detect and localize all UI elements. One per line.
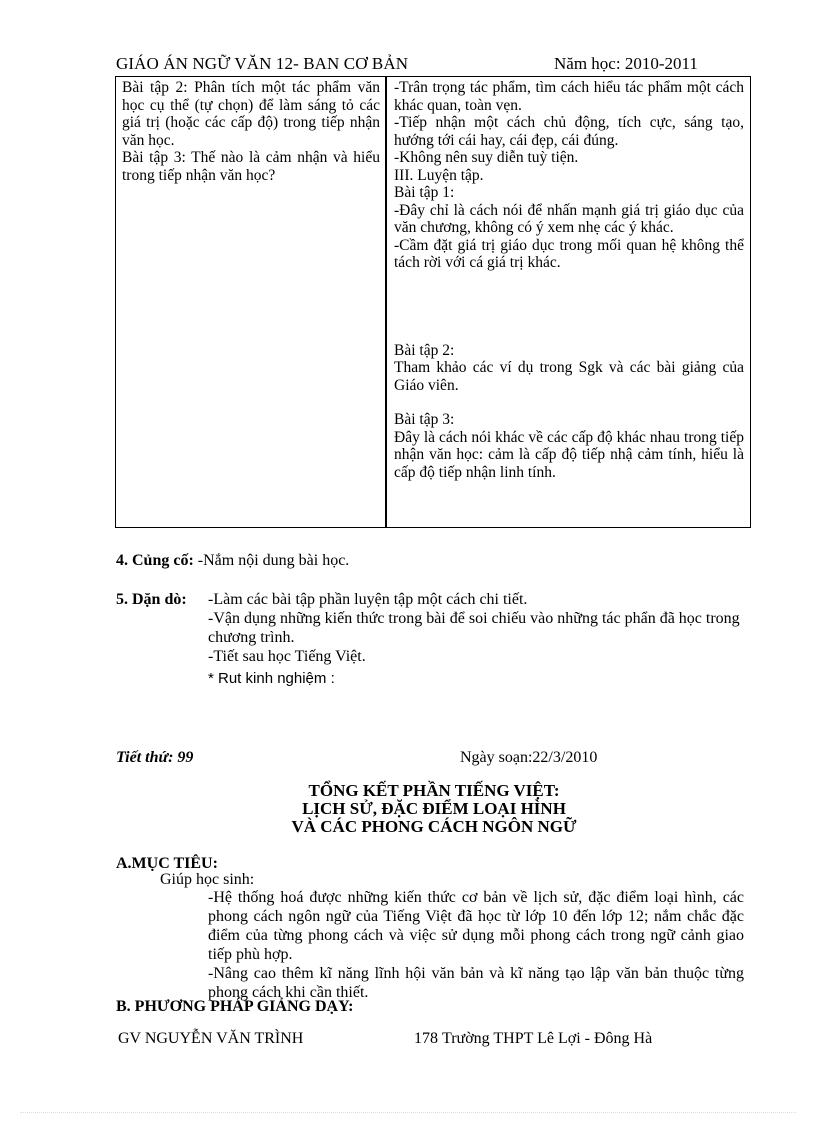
dan-do-line: -Vận dụng những kiến thức trong bài để soi chiếu vào những tác phẩn đã học trong chương trình. (208, 610, 740, 646)
dan-do-line: -Tiết sau học Tiếng Việt. (208, 648, 366, 665)
footer-teacher: GV NGUYỄN VĂN TRÌNH (118, 1030, 304, 1047)
right-cell-line: Đây là cách nói khác về các cấp độ khác nhau trong tiếp nhận văn học: cảm là cấp độ tiếp nhậ cảm tính, hiểu là cấp độ tiếp nhận linh tính. (394, 428, 744, 481)
left-cell-line: Bài tập 3: Thế nào là cảm nhận và hiểu trong tiếp nhận văn học? (122, 149, 380, 184)
right-cell-line: Bài tập 2: (394, 341, 455, 359)
school-year: Năm học: 2010-2011 (554, 54, 698, 73)
right-cell-line: -Tiếp nhận một cách chủ động, tích cực, sáng tạo, hướng tới cái hay, cái đẹp, cái đúng. (394, 114, 744, 149)
lesson-title-line1: TỔNG KẾT PHẦN TIẾNG VIỆT: (308, 781, 560, 800)
cung-co-text: -Nắm nội dung bài học. (197, 552, 350, 569)
footer-page-number: 178 (414, 1030, 438, 1047)
header-title: GIÁO ÁN NGỮ VĂN 12- BAN CƠ BẢN (116, 54, 409, 73)
dan-do-content (208, 590, 748, 688)
muc-tieu-heading: A.MỤC TIÊU: (116, 855, 218, 872)
rut-kinh-nghiem: * Rut kinh nghiệm : (208, 670, 335, 687)
phuong-phap-heading: B. PHƯƠNG PHÁP GIẢNG DẠY: (116, 998, 354, 1015)
lesson-title-line3: VÀ CÁC PHONG CÁCH NGÔN NGỮ (291, 817, 577, 836)
dan-do-label: 5. Dặn dò: (116, 591, 187, 608)
ngay-soan: Ngày soạn:22/3/2010 (460, 749, 598, 766)
right-cell-line: -Trân trọng tác phẩm, tìm cách hiểu tác phẩm một cách khác quan, toàn vẹn. (394, 79, 744, 114)
right-cell-line: -Không nên suy diễn tuỳ tiện. (394, 149, 579, 166)
table-left-cell (122, 79, 380, 184)
dan-do-line: -Làm các bài tập phần luyện tập một cách chi tiết. (208, 591, 528, 608)
cung-co-label: 4. Củng cố: (116, 552, 194, 569)
muc-tieu-body (208, 888, 744, 1002)
right-cell-line: Bài tập 1: (394, 184, 455, 201)
right-cell-line: Bài tập 3: (394, 411, 455, 428)
footer-school: Trường THPT Lê Lợi - Đông Hà (442, 1030, 653, 1047)
muc-tieu-paragraph: -Hệ thống hoá được những kiến thức cơ bản về lịch sử, đặc điểm loại hình, các phong cách ngôn ngữ của Tiếng Việt đã học từ lớp 10 đến lớp 12; nắm chắc đặc điểm của từng phong cách và việc sử dụng mỗi phong cách trong ngữ cảnh giao tiếp phù hợp. (208, 889, 744, 963)
right-cell-line: Tham khảo các ví dụ trong Sgk và các bài giảng của Giáo viên. (394, 359, 744, 394)
table-right-cell (394, 79, 744, 481)
muc-tieu-intro: Giúp học sinh: (160, 871, 255, 888)
table-divider (385, 76, 387, 528)
right-cell-line: -Đây chỉ là cách nói để nhấn mạnh giá trị giáo dục của văn chương, không có ý xem nhẹ các ý khác. (394, 201, 744, 236)
tiet-thu: Tiết thứ: 99 (116, 749, 194, 766)
page-bottom-rule (20, 1112, 796, 1113)
right-cell-line: III. Luyện tập. (394, 166, 484, 184)
cung-co-row (116, 551, 349, 570)
muc-tieu-paragraph: -Nâng cao thêm kĩ năng lĩnh hội văn bản và kĩ năng tạo lập văn bản thuộc từng phong cách khi cần thiết. (208, 965, 744, 1001)
lesson-title-line2: LỊCH SỬ, ĐẶC ĐIỂM LOẠI HÌNH (302, 799, 566, 818)
right-cell-line: -Cầm đặt giá trị giáo dục trong mối quan hệ không thể tách rời với cá giá trị khác. (394, 236, 744, 271)
left-cell-line: Bài tập 2: Phân tích một tác phẩm văn học cụ thể (tự chọn) để làm sáng tỏ các giá trị (hoặc các cấp độ) trong tiếp nhận văn học. (122, 79, 380, 149)
